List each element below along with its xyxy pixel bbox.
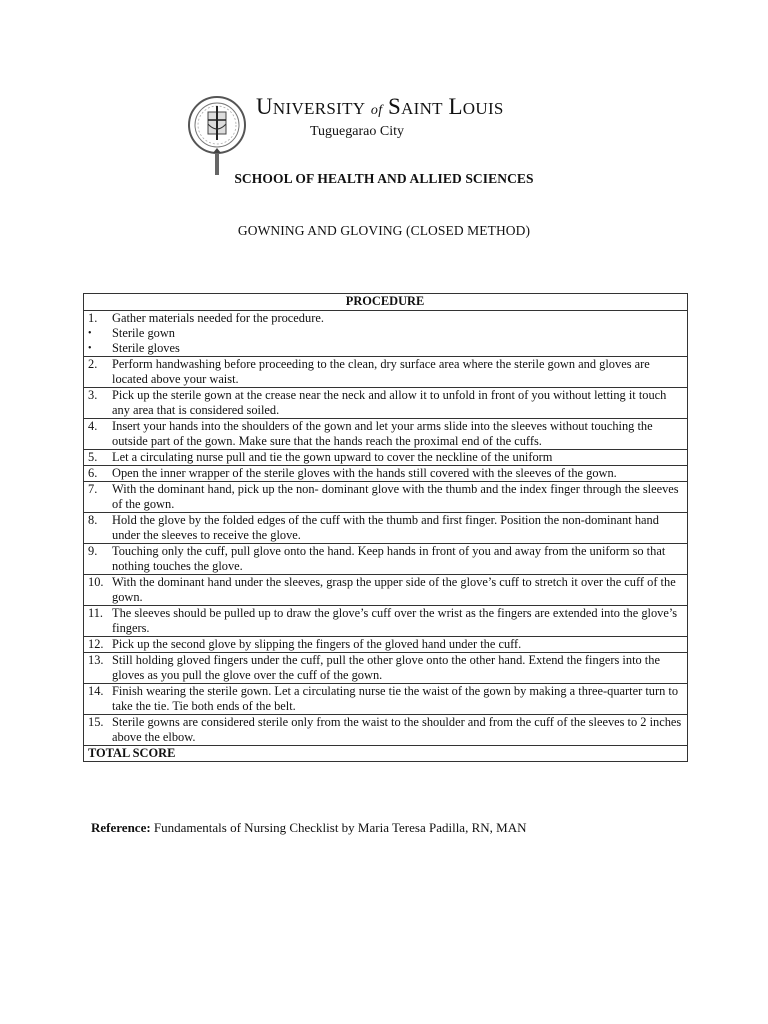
- procedure-body: [84, 311, 688, 746]
- procedure-bullet-item: [88, 341, 682, 356]
- step-number: 9.: [88, 544, 98, 558]
- procedure-step: [88, 357, 682, 387]
- procedure-step: [88, 684, 682, 714]
- step-text: Insert your hands into the shoulders of the gown and let your arms slide into the sleeves without touching the outside part of the gown. Make sure that the hands reach the proximal end of the cuffs.: [112, 419, 653, 448]
- procedure-step-cell: [84, 684, 688, 715]
- procedure-row: [84, 388, 688, 419]
- procedure-step-cell: [84, 715, 688, 746]
- procedure-step-cell: [84, 311, 688, 357]
- step-number: 14.: [88, 684, 104, 698]
- procedure-step: [88, 311, 682, 326]
- step-text: Finish wearing the sterile gown. Let a circulating nurse tie the waist of the gown by making a three-quarter turn to take the tie. Tie both ends of the belt.: [112, 684, 679, 713]
- procedure-step-cell: [84, 637, 688, 653]
- step-number: 5.: [88, 450, 98, 464]
- step-text: Sterile gowns are considered sterile only from the waist to the shoulder and from the cuff of the sleeves to 2 inches above the elbow.: [112, 715, 682, 744]
- procedure-step-cell: [84, 513, 688, 544]
- procedure-step: [88, 419, 682, 449]
- procedure-step: [88, 575, 682, 605]
- procedure-step: [88, 513, 682, 543]
- procedure-step-cell: [84, 419, 688, 450]
- procedure-row: [84, 575, 688, 606]
- procedure-row: [84, 513, 688, 544]
- procedure-row: [84, 653, 688, 684]
- procedure-row: [84, 482, 688, 513]
- step-text: The sleeves should be pulled up to draw the glove’s cuff over the wrist as the fingers are extended into the glove’s fingers.: [112, 606, 678, 635]
- step-text: With the dominant hand, pick up the non- dominant glove with the thumb and the index finger through the sleeves of the gown.: [112, 482, 679, 511]
- bullet-marker: •: [88, 343, 92, 354]
- procedure-step: [88, 544, 682, 574]
- step-text: Open the inner wrapper of the sterile gloves with the hands still covered with the sleeves of the gown.: [112, 466, 617, 480]
- step-number: 15.: [88, 715, 104, 729]
- step-text: Perform handwashing before proceeding to the clean, dry surface area where the sterile gown and gloves are located above your waist.: [112, 357, 650, 386]
- step-number: 3.: [88, 388, 98, 402]
- city: Tuguegarao City: [310, 124, 404, 139]
- procedure-step-cell: [84, 606, 688, 637]
- step-text: Let a circulating nurse pull and tie the gown upward to cover the neckline of the uniform: [112, 450, 553, 464]
- procedure-step-cell: [84, 482, 688, 513]
- procedure-table: [83, 293, 688, 762]
- step-text: Sterile gloves: [112, 341, 180, 355]
- procedure-step: [88, 637, 682, 652]
- document-title: GOWNING AND GLOVING (CLOSED METHOD): [237, 223, 531, 238]
- procedure-row: [84, 637, 688, 653]
- step-number: 2.: [88, 357, 98, 371]
- step-text: Pick up the sterile gown at the crease near the neck and allow it to unfold in front of you without letting it touch any area that is considered soiled.: [112, 388, 667, 417]
- step-text: Sterile gown: [112, 326, 175, 340]
- procedure-step: [88, 388, 682, 418]
- step-number: 10.: [88, 575, 104, 589]
- step-text: Hold the glove by the folded edges of the cuff with the thumb and first finger. Position the non-dominant hand under the sleeves to receive the glove.: [112, 513, 659, 542]
- procedure-step-cell: [84, 544, 688, 575]
- procedure-row: [84, 450, 688, 466]
- university-name: UNIVERSITY of SAINT LOUIS: [256, 94, 504, 119]
- procedure-step-cell: [84, 357, 688, 388]
- procedure-step: [88, 606, 682, 636]
- procedure-header: PROCEDURE: [84, 294, 688, 311]
- procedure-step: [88, 482, 682, 512]
- procedure-row: [84, 684, 688, 715]
- school-name: SCHOOL OF HEALTH AND ALLIED SCIENCES: [234, 171, 534, 186]
- step-number: 6.: [88, 466, 98, 480]
- total-score-label: TOTAL SCORE: [84, 746, 688, 762]
- procedure-row: [84, 715, 688, 746]
- step-text: Gather materials needed for the procedure.: [112, 311, 324, 325]
- procedure-step-cell: [84, 653, 688, 684]
- bullet-marker: •: [88, 328, 92, 339]
- procedure-row: [84, 544, 688, 575]
- procedure-step: [88, 715, 682, 745]
- step-number: 13.: [88, 653, 104, 667]
- reference-text: Fundamentals of Nursing Checklist by Maria Teresa Padilla, RN, MAN: [150, 820, 527, 835]
- step-number: 4.: [88, 419, 98, 433]
- step-number: 11.: [88, 606, 104, 620]
- step-number: 8.: [88, 513, 98, 527]
- step-number: 1.: [88, 311, 98, 325]
- procedure-row: [84, 466, 688, 482]
- step-text: Touching only the cuff, pull glove onto the hand. Keep hands in front of you and away from the uniform so that nothing touches the glove.: [112, 544, 666, 573]
- procedure-row: [84, 311, 688, 357]
- step-number: 12.: [88, 637, 104, 651]
- procedure-step-cell: [84, 450, 688, 466]
- procedure-bullet-item: [88, 326, 682, 341]
- reference: [91, 820, 526, 836]
- procedure-row: [84, 419, 688, 450]
- procedure-step-cell: [84, 575, 688, 606]
- university-seal-logo: [186, 92, 248, 178]
- step-text: Still holding gloved fingers under the cuff, pull the other glove onto the other hand. Extend the fingers into the gloves as you pull the glove over the cuff of the gown.: [112, 653, 660, 682]
- procedure-step: [88, 450, 682, 465]
- step-text: With the dominant hand under the sleeves, grasp the upper side of the glove’s cuff to stretch it over the cuff of the gown.: [112, 575, 676, 604]
- step-number: 7.: [88, 482, 98, 496]
- procedure-step: [88, 653, 682, 683]
- procedure-step-cell: [84, 466, 688, 482]
- procedure-row: [84, 606, 688, 637]
- procedure-row: [84, 357, 688, 388]
- procedure-step: [88, 466, 682, 481]
- procedure-step-cell: [84, 388, 688, 419]
- step-text: Pick up the second glove by slipping the fingers of the gloved hand under the cuff.: [112, 637, 522, 651]
- reference-label: Reference:: [91, 820, 151, 835]
